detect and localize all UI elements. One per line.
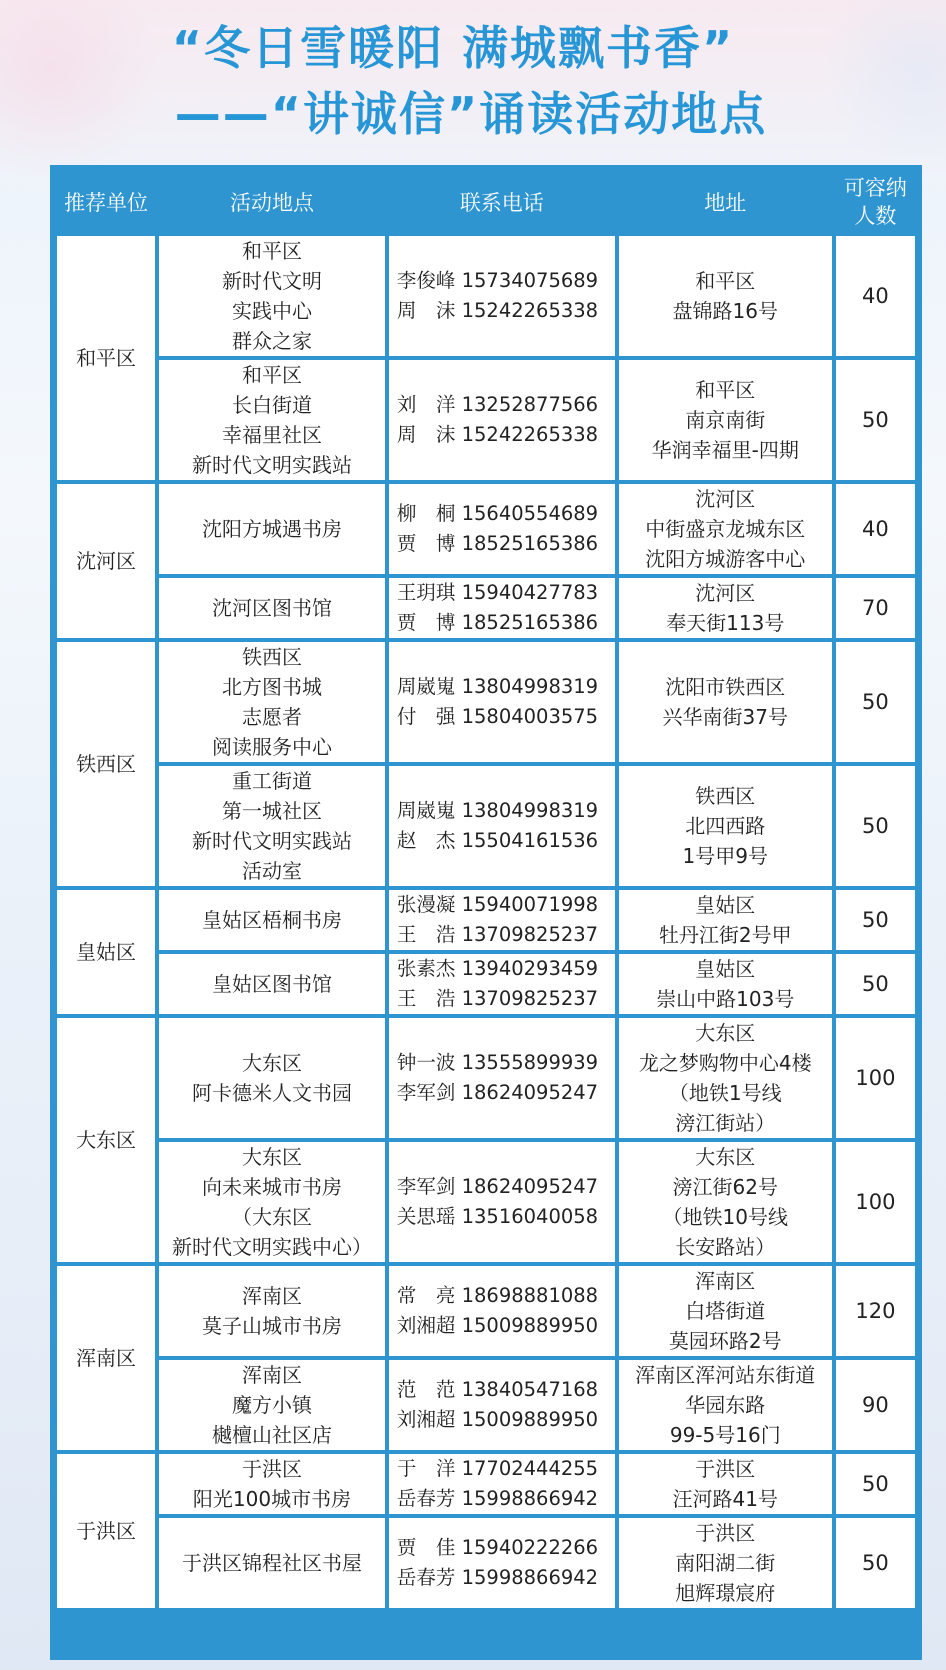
table-header-row bbox=[57, 172, 915, 232]
cell-venue bbox=[159, 1266, 385, 1356]
cell-address bbox=[619, 954, 832, 1014]
cell-capacity: 50 bbox=[836, 1454, 915, 1514]
cell-unit: 和平区 bbox=[57, 236, 155, 480]
cell-capacity: 120 bbox=[836, 1266, 915, 1356]
cell-venue-line: 向未来城市书房 bbox=[202, 1175, 343, 1199]
cell-phone-line: 张素杰 13940293459 bbox=[396, 957, 599, 980]
title-line-2: ——“讲诚信”诵读活动地点 bbox=[174, 87, 768, 141]
cell-phone-line: 范 范 13840547168 bbox=[396, 1378, 599, 1401]
cell-address bbox=[619, 360, 832, 480]
cell-capacity: 50 bbox=[836, 954, 915, 1014]
cell-venue bbox=[159, 484, 385, 574]
cell-capacity: 100 bbox=[836, 1018, 915, 1138]
cell-venue-line: 浑南区 bbox=[242, 1284, 303, 1308]
cell-address-line: 99-5号16门 bbox=[669, 1423, 781, 1447]
venue-table-frame bbox=[50, 165, 922, 1660]
table-row bbox=[57, 578, 915, 638]
cell-venue-line: 沈河区图书馆 bbox=[212, 596, 333, 620]
cell-address-line: 旭辉璟宸府 bbox=[675, 1581, 776, 1605]
cell-capacity: 70 bbox=[836, 578, 915, 638]
cell-phone bbox=[389, 766, 615, 886]
cell-venue-line: 铁西区 bbox=[242, 645, 303, 669]
cell-address-line: 中街盛京龙城东区 bbox=[645, 517, 806, 541]
cell-phone-line: 周 沫 15242265338 bbox=[396, 299, 599, 322]
cell-address-line: 奉天街113号 bbox=[666, 611, 785, 635]
cell-phone bbox=[389, 1454, 615, 1514]
cell-venue-line: 长白街道 bbox=[232, 393, 313, 417]
cell-phone bbox=[389, 1018, 615, 1138]
cell-venue-line: 莫子山城市书房 bbox=[202, 1314, 343, 1338]
cell-venue bbox=[159, 236, 385, 356]
table-row bbox=[57, 954, 915, 1014]
cell-address-line: 皇姑区 bbox=[695, 957, 756, 981]
cell-address bbox=[619, 236, 832, 356]
cell-venue bbox=[159, 642, 385, 762]
cell-venue bbox=[159, 954, 385, 1014]
cell-address-line: 牡丹江街2号甲 bbox=[658, 923, 792, 947]
cell-phone bbox=[389, 1266, 615, 1356]
cell-venue bbox=[159, 1360, 385, 1450]
cell-venue-line: 阿卡德米人文书园 bbox=[192, 1081, 353, 1105]
cell-address bbox=[619, 766, 832, 886]
cell-capacity: 90 bbox=[836, 1360, 915, 1450]
cell-phone-line: 刘 洋 13252877566 bbox=[396, 393, 599, 416]
cell-unit: 于洪区 bbox=[57, 1454, 155, 1608]
venue-table bbox=[53, 168, 919, 1612]
cell-capacity: 50 bbox=[836, 360, 915, 480]
cell-venue bbox=[159, 1518, 385, 1608]
cell-phone-line: 付 强 15804003575 bbox=[396, 705, 599, 728]
cell-phone-line: 刘湘超 15009889950 bbox=[396, 1314, 599, 1337]
cell-unit: 铁西区 bbox=[57, 642, 155, 886]
cell-phone-line: 贾 博 18525165386 bbox=[396, 532, 599, 555]
cell-phone bbox=[389, 236, 615, 356]
cell-venue-line: 和平区 bbox=[242, 363, 303, 387]
cell-address bbox=[619, 1142, 832, 1262]
cell-address bbox=[619, 642, 832, 762]
cell-venue-line: 幸福里社区 bbox=[222, 423, 323, 447]
cell-phone-line: 李俊峰 15734075689 bbox=[396, 269, 599, 292]
header-phone: 联系电话 bbox=[389, 172, 615, 232]
cell-address-line: 南阳湖二街 bbox=[675, 1551, 776, 1575]
cell-venue-line: 新时代文明实践站 bbox=[192, 453, 353, 477]
cell-address-line: 浑南区 bbox=[695, 1269, 756, 1293]
cell-venue-line: 沈阳方城遇书房 bbox=[202, 517, 343, 541]
table-row bbox=[57, 1142, 915, 1262]
cell-phone-line: 柳 桐 15640554689 bbox=[396, 502, 599, 525]
cell-venue-line: 新时代文明实践中心） bbox=[172, 1235, 373, 1259]
table-body bbox=[57, 236, 915, 1608]
cell-venue-line: 活动室 bbox=[242, 859, 303, 883]
cell-address-line: 莫园环路2号 bbox=[668, 1329, 782, 1353]
cell-address-line: 沈阳市铁西区 bbox=[665, 675, 786, 699]
cell-phone-line: 王 浩 13709825237 bbox=[396, 987, 599, 1010]
table-row bbox=[57, 236, 915, 356]
cell-address bbox=[619, 1454, 832, 1514]
cell-address-line: 滂江街站） bbox=[675, 1111, 776, 1135]
table-row bbox=[57, 766, 915, 886]
cell-venue-line: 浑南区 bbox=[242, 1363, 303, 1387]
table-row bbox=[57, 642, 915, 762]
cell-address-line: 沈河区 bbox=[695, 581, 756, 605]
cell-phone-line: 钟一波 13555899939 bbox=[396, 1051, 599, 1074]
header-capacity-text: 可容纳人数 bbox=[843, 176, 907, 228]
cell-capacity: 40 bbox=[836, 236, 915, 356]
cell-address-line: 白塔街道 bbox=[685, 1299, 766, 1323]
table-row bbox=[57, 890, 915, 950]
cell-address-line: 于洪区 bbox=[695, 1457, 756, 1481]
cell-address-line: 沈阳方城游客中心 bbox=[645, 547, 806, 571]
cell-phone-line: 王 浩 13709825237 bbox=[396, 923, 599, 946]
cell-phone-line: 李军剑 18624095247 bbox=[396, 1175, 599, 1198]
cell-capacity: 40 bbox=[836, 484, 915, 574]
cell-capacity: 50 bbox=[836, 1518, 915, 1608]
cell-venue-line: 群众之家 bbox=[232, 329, 313, 353]
cell-address bbox=[619, 1018, 832, 1138]
cell-venue-line: 魔方小镇 bbox=[232, 1393, 313, 1417]
cell-phone-line: 刘湘超 15009889950 bbox=[396, 1408, 599, 1431]
header-address: 地址 bbox=[619, 172, 832, 232]
cell-unit: 大东区 bbox=[57, 1018, 155, 1262]
cell-venue-line: 于洪区锦程社区书屋 bbox=[182, 1551, 363, 1575]
cell-address bbox=[619, 578, 832, 638]
cell-address-line: 盘锦路16号 bbox=[672, 299, 778, 323]
cell-capacity: 100 bbox=[836, 1142, 915, 1262]
cell-address-line: 1号甲9号 bbox=[682, 844, 768, 868]
cell-phone bbox=[389, 1518, 615, 1608]
table-row bbox=[57, 484, 915, 574]
cell-venue-line: 实践中心 bbox=[232, 299, 313, 323]
cell-capacity: 50 bbox=[836, 642, 915, 762]
cell-venue bbox=[159, 360, 385, 480]
cell-phone bbox=[389, 360, 615, 480]
cell-address-line: 浑南区浑河站东街道 bbox=[635, 1363, 816, 1387]
cell-phone bbox=[389, 890, 615, 950]
cell-address-line: 和平区 bbox=[695, 378, 756, 402]
cell-phone-line: 岳春芳 15998866942 bbox=[396, 1487, 599, 1510]
cell-address-line: 华园东路 bbox=[685, 1393, 766, 1417]
table-row bbox=[57, 360, 915, 480]
cell-address-line: 长安路站） bbox=[675, 1235, 776, 1259]
cell-phone-line: 贾 博 18525165386 bbox=[396, 611, 599, 634]
cell-address bbox=[619, 890, 832, 950]
title-line-1: “冬日雪暖阳 满城飘书香” bbox=[171, 21, 735, 75]
cell-venue-line: 第一城社区 bbox=[222, 799, 323, 823]
cell-venue bbox=[159, 1454, 385, 1514]
cell-venue-line: 于洪区 bbox=[242, 1457, 303, 1481]
cell-phone-line: 于 洋 17702444255 bbox=[396, 1457, 599, 1480]
cell-address-line: 南京南街 bbox=[685, 408, 766, 432]
cell-address-line: 龙之梦购物中心4楼 bbox=[638, 1051, 812, 1075]
cell-address-line: 大东区 bbox=[695, 1021, 756, 1045]
cell-phone bbox=[389, 954, 615, 1014]
cell-venue-line: 阅读服务中心 bbox=[212, 735, 333, 759]
cell-phone-line: 赵 杰 15504161536 bbox=[396, 829, 599, 852]
cell-capacity: 50 bbox=[836, 890, 915, 950]
cell-venue bbox=[159, 578, 385, 638]
cell-phone-line: 岳春芳 15998866942 bbox=[396, 1566, 599, 1589]
header-venue: 活动地点 bbox=[159, 172, 385, 232]
cell-unit: 皇姑区 bbox=[57, 890, 155, 1014]
cell-unit: 浑南区 bbox=[57, 1266, 155, 1450]
cell-venue-line: 皇姑区梧桐书房 bbox=[202, 908, 343, 932]
cell-phone-line: 王玥琪 15940427783 bbox=[396, 581, 599, 604]
cell-address-line: 汪河路41号 bbox=[672, 1487, 778, 1511]
header-capacity bbox=[836, 172, 915, 232]
cell-venue-line: 志愿者 bbox=[242, 705, 303, 729]
cell-address bbox=[619, 1360, 832, 1450]
cell-phone bbox=[389, 578, 615, 638]
cell-venue-line: （大东区 bbox=[232, 1205, 313, 1229]
cell-address-line: 华润幸福里-四期 bbox=[651, 438, 799, 462]
cell-address-line: 和平区 bbox=[695, 269, 756, 293]
cell-address-line: 崇山中路103号 bbox=[656, 987, 795, 1011]
cell-address-line: 大东区 bbox=[695, 1145, 756, 1169]
cell-venue bbox=[159, 1018, 385, 1138]
cell-phone bbox=[389, 484, 615, 574]
cell-venue-line: 阳光100城市书房 bbox=[192, 1487, 352, 1511]
cell-venue-line: 皇姑区图书馆 bbox=[212, 972, 333, 996]
cell-address bbox=[619, 1266, 832, 1356]
cell-venue-line: 新时代文明实践站 bbox=[192, 829, 353, 853]
cell-address-line: 兴华南街37号 bbox=[662, 705, 788, 729]
cell-venue-line: 大东区 bbox=[242, 1145, 303, 1169]
cell-phone bbox=[389, 642, 615, 762]
cell-venue bbox=[159, 1142, 385, 1262]
cell-address-line: 滂江街62号 bbox=[672, 1175, 778, 1199]
cell-phone bbox=[389, 1142, 615, 1262]
title-block bbox=[0, 0, 946, 170]
table-row bbox=[57, 1454, 915, 1514]
cell-unit: 沈河区 bbox=[57, 484, 155, 638]
cell-venue-line: 大东区 bbox=[242, 1051, 303, 1075]
cell-phone bbox=[389, 1360, 615, 1450]
cell-address-line: 北四西路 bbox=[685, 814, 766, 838]
cell-phone-line: 周崴嵬 13804998319 bbox=[396, 799, 599, 822]
cell-venue-line: 和平区 bbox=[242, 239, 303, 263]
cell-phone-line: 贾 佳 15940222266 bbox=[396, 1536, 599, 1559]
cell-capacity: 50 bbox=[836, 766, 915, 886]
cell-address-line: 铁西区 bbox=[695, 784, 756, 808]
table-row bbox=[57, 1018, 915, 1138]
cell-phone-line: 李军剑 18624095247 bbox=[396, 1081, 599, 1104]
cell-venue bbox=[159, 890, 385, 950]
cell-venue-line: 樾檀山社区店 bbox=[212, 1423, 333, 1447]
cell-venue bbox=[159, 766, 385, 886]
cell-address-line: （地铁10号线 bbox=[662, 1205, 788, 1229]
cell-phone-line: 张漫凝 15940071998 bbox=[396, 893, 599, 916]
table-row bbox=[57, 1518, 915, 1608]
cell-venue-line: 新时代文明 bbox=[222, 269, 323, 293]
cell-venue-line: 北方图书城 bbox=[222, 675, 323, 699]
cell-phone-line: 周 沫 15242265338 bbox=[396, 423, 599, 446]
header-unit: 推荐单位 bbox=[57, 172, 155, 232]
table-row bbox=[57, 1360, 915, 1450]
cell-phone-line: 周崴嵬 13804998319 bbox=[396, 675, 599, 698]
cell-address-line: 皇姑区 bbox=[695, 893, 756, 917]
cell-phone-line: 关思瑶 13516040058 bbox=[396, 1205, 599, 1228]
table-row bbox=[57, 1266, 915, 1356]
cell-address bbox=[619, 1518, 832, 1608]
cell-address-line: （地铁1号线 bbox=[668, 1081, 782, 1105]
cell-venue-line: 重工街道 bbox=[232, 769, 313, 793]
cell-address bbox=[619, 484, 832, 574]
cell-address-line: 于洪区 bbox=[695, 1521, 756, 1545]
cell-address-line: 沈河区 bbox=[695, 487, 756, 511]
cell-phone-line: 常 亮 18698881088 bbox=[396, 1284, 599, 1307]
